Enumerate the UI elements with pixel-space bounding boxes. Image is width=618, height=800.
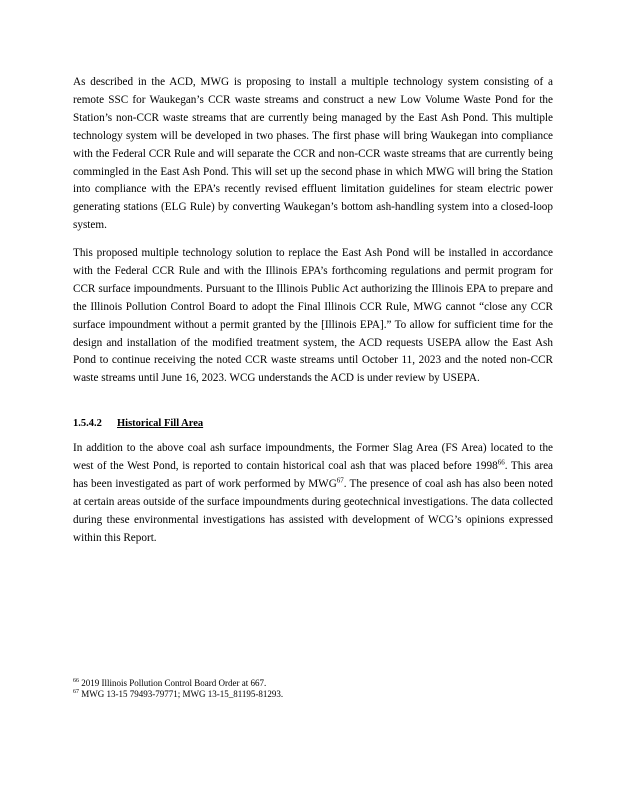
paragraph-3-part-a: In addition to the above coal ash surface impoundments, the Former Slag Area (FS Area) located to the west of the West Pond, is reported to contain historical coal ash that was placed before 1998 <box>73 442 553 472</box>
paragraph-2: This proposed multiple technology solution to replace the East Ash Pond will be installed in accordance with the Federal CCR Rule and with the Illinois EPA’s forthcoming regulations and permit program for CCR surface impoundments. Pursuant to the Illinois Public Act authorizing the Illinois EPA to prepare and the Illinois Pollution Control Board to adopt the Final Illinois CCR Rule, MWG cannot “close any CCR surface impoundment without a permit granted by the [Illinois EPA].” To allow for sufficient time for the design and installation of the modified treatment system, the ACD requests USEPA allow the East Ash Pond to continue receiving the noted CCR waste streams until October 11, 2023 and the noted non-CCR waste streams until June 16, 2023. WCG understands the ACD is under review by USEPA. <box>73 247 553 385</box>
paragraph-3-part-b: . This area has been investigated as part of work performed by MWG <box>73 459 553 490</box>
footnote <box>73 678 553 689</box>
body-paragraph <box>73 440 553 553</box>
footnote-ref-67[interactable]: 67 <box>336 476 344 485</box>
footnote-marker: 67 <box>73 689 79 695</box>
section-number: 1.5.4.2 <box>73 418 102 429</box>
footnote-text: MWG 13-15 79493-79771; MWG 13-15_81195-81293. <box>81 689 284 699</box>
footnotes <box>73 678 553 700</box>
paragraph-3 <box>73 440 553 547</box>
footnote-ref-66[interactable]: 66 <box>497 458 505 467</box>
body-paragraph <box>73 74 553 241</box>
body-paragraph <box>73 245 553 394</box>
paragraph-3-part-c: . The presence of coal ash has also been noted at certain areas outside of the surface impoundments during geotechnical investigations. The data collected during these environmental investigations has assisted with development of WCG’s opinions expressed within this Report. <box>73 477 553 544</box>
footnote-text: 2019 Illinois Pollution Control Board Order at 667. <box>81 678 267 688</box>
paragraph-1: As described in the ACD, MWG is proposing to install a multiple technology system consisting of a remote SSC for Waukegan’s CCR waste streams and construct a new Low Volume Waste Pond for the Station’s non-CCR waste streams that are currently being managed by the East Ash Pond. This multiple technology system will be developed in two phases. The first phase will bring Waukegan into compliance with the Federal CCR Rule and will separate the CCR and non-CCR waste streams that are currently being commingled in the East Ash Pond. This will set up the second phase in which MWG will bring the Station into compliance with the EPA’s recently revised effluent limitation guidelines for steam electric power generating stations (ELG Rule) by converting Waukegan’s bottom ash-handling system into a closed-loop system. <box>73 76 553 232</box>
section-heading <box>73 418 203 429</box>
footnote-marker: 66 <box>73 678 79 684</box>
footnote <box>73 689 553 700</box>
section-title: Historical Fill Area <box>117 418 204 429</box>
